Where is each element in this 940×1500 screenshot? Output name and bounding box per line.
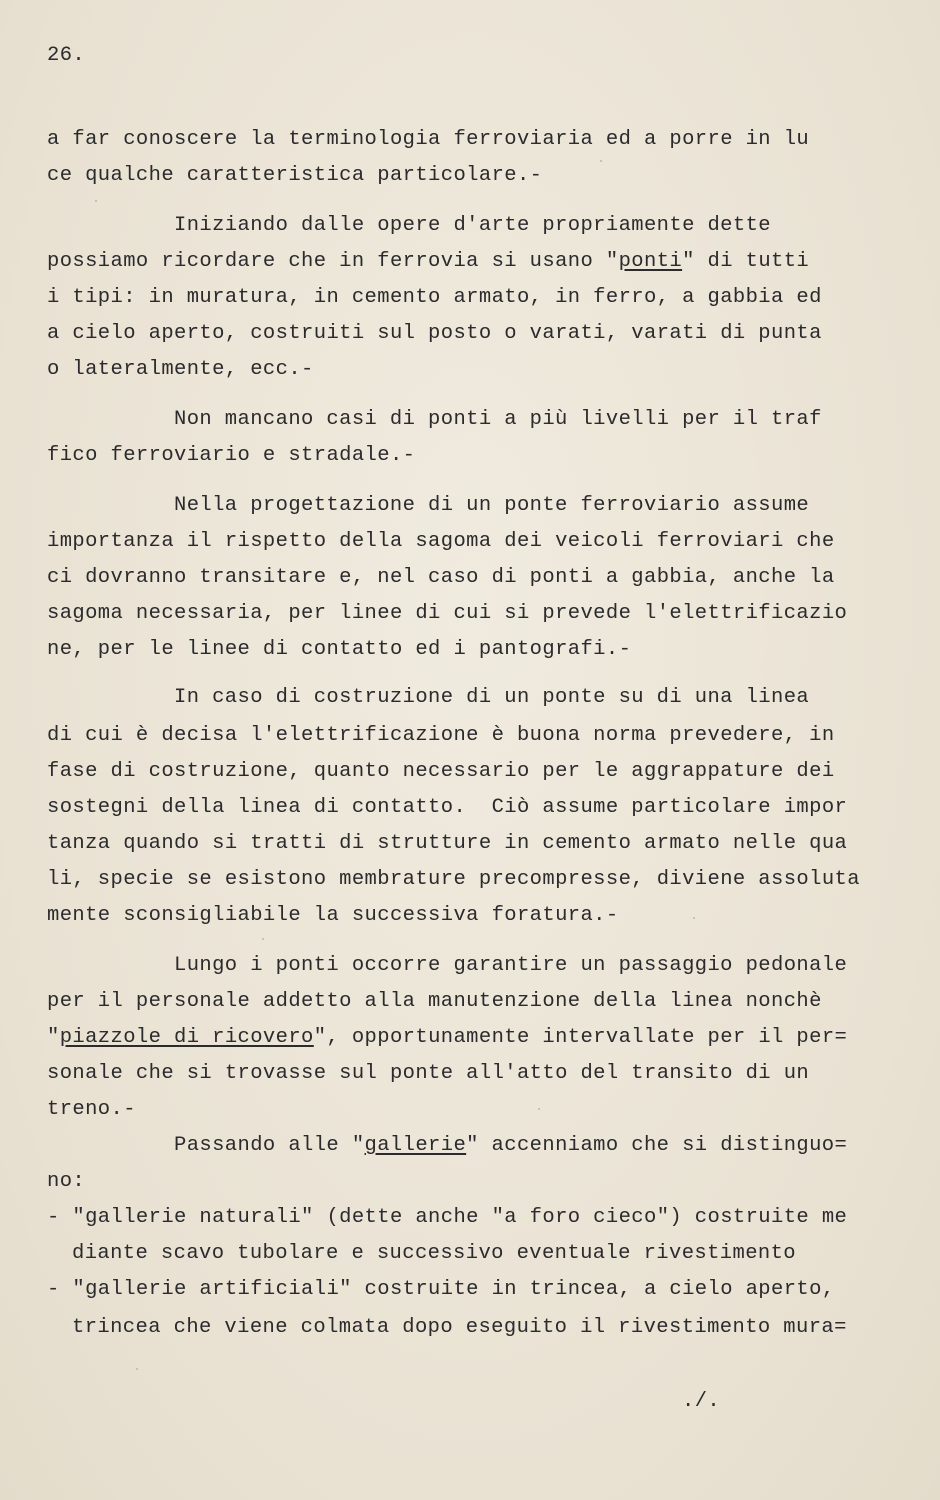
text-line: ci dovranno transitare e, nel caso di ponti a gabbia, anche la xyxy=(47,566,835,589)
text-line: sonale che si trovasse sul ponte all'atto del transito di un xyxy=(47,1062,810,1085)
list-item-line: - "gallerie naturali" (dette anche "a foro cieco") costruite me xyxy=(47,1206,848,1229)
list-item-line: - "gallerie artificiali" costruite in trincea, a cielo aperto, xyxy=(47,1278,835,1301)
page-number: 26. xyxy=(47,44,86,67)
text-line: treno.- xyxy=(47,1098,136,1121)
text-line: i tipi: in muratura, in cemento armato, in ferro, a gabbia ed xyxy=(47,286,822,309)
text-line: fase di costruzione, quanto necessario per le aggrappature dei xyxy=(47,760,835,783)
text-line: li, specie se esistono membrature precompresse, diviene assoluta xyxy=(47,868,860,891)
text-line: sagoma necessaria, per linee di cui si prevede l'elettrificazio xyxy=(47,602,848,625)
text-line: mente sconsigliabile la successiva foratura.- xyxy=(47,904,619,927)
text-line: Iniziando dalle opere d'arte propriamente dette xyxy=(174,214,771,237)
text-line xyxy=(174,1134,847,1158)
text-segment: " di tutti xyxy=(682,250,810,273)
text-segment: Passando alle " xyxy=(174,1134,365,1157)
underlined-term-ponti: ponti xyxy=(618,250,683,273)
paper-speck xyxy=(95,200,97,202)
text-line: a cielo aperto, costruiti sul posto o varati, varati di punta xyxy=(47,322,822,345)
text-line: importanza il rispetto della sagoma dei veicoli ferroviari che xyxy=(47,530,835,553)
text-line xyxy=(47,1026,847,1050)
text-line: sostegni della linea di contatto. Ciò assume particolare impor xyxy=(47,796,848,819)
text-segment: " xyxy=(47,1026,60,1049)
text-line: per il personale addetto alla manutenzione della linea nonchè xyxy=(47,990,822,1013)
text-line: Non mancano casi di ponti a più livelli per il traf xyxy=(174,408,822,431)
text-line: a far conoscere la terminologia ferroviaria ed a porre in lu xyxy=(47,128,810,151)
text-line: ne, per le linee di contatto ed i pantografi.- xyxy=(47,638,632,661)
text-line: In caso di costruzione di un ponte su di una linea xyxy=(174,686,810,709)
text-segment: possiamo ricordare che in ferrovia si usano " xyxy=(47,250,619,273)
text-line: o lateralmente, ecc.- xyxy=(47,358,314,381)
text-line: no: xyxy=(47,1170,86,1193)
underlined-term-piazzole: piazzole di ricovero xyxy=(59,1026,314,1049)
paper-speck xyxy=(136,1368,138,1370)
text-segment: ", opportunamente intervallate per il per= xyxy=(313,1026,848,1049)
text-segment: " accenniamo che si distinguo= xyxy=(466,1134,848,1157)
list-item-line: trincea che viene colmata dopo eseguito il rivestimento mura= xyxy=(72,1316,847,1339)
text-line: di cui è decisa l'elettrificazione è buona norma prevedere, in xyxy=(47,724,835,747)
continuation-mark: ./. xyxy=(682,1390,721,1413)
list-item-line: diante scavo tubolare e successivo eventuale rivestimento xyxy=(72,1242,797,1265)
text-line: tanza quando si tratti di strutture in cemento armato nelle qua xyxy=(47,832,848,855)
paper-speck xyxy=(600,160,602,162)
paper-speck xyxy=(693,917,695,919)
text-line: Nella progettazione di un ponte ferroviario assume xyxy=(174,494,810,517)
underlined-term-gallerie: gallerie xyxy=(364,1134,467,1157)
text-line: fico ferroviario e stradale.- xyxy=(47,444,416,467)
text-line: ce qualche caratteristica particolare.- xyxy=(47,164,543,187)
text-line xyxy=(47,250,809,274)
text-line: Lungo i ponti occorre garantire un passaggio pedonale xyxy=(174,954,848,977)
paper-speck xyxy=(262,938,264,940)
paper-speck xyxy=(538,1108,540,1110)
